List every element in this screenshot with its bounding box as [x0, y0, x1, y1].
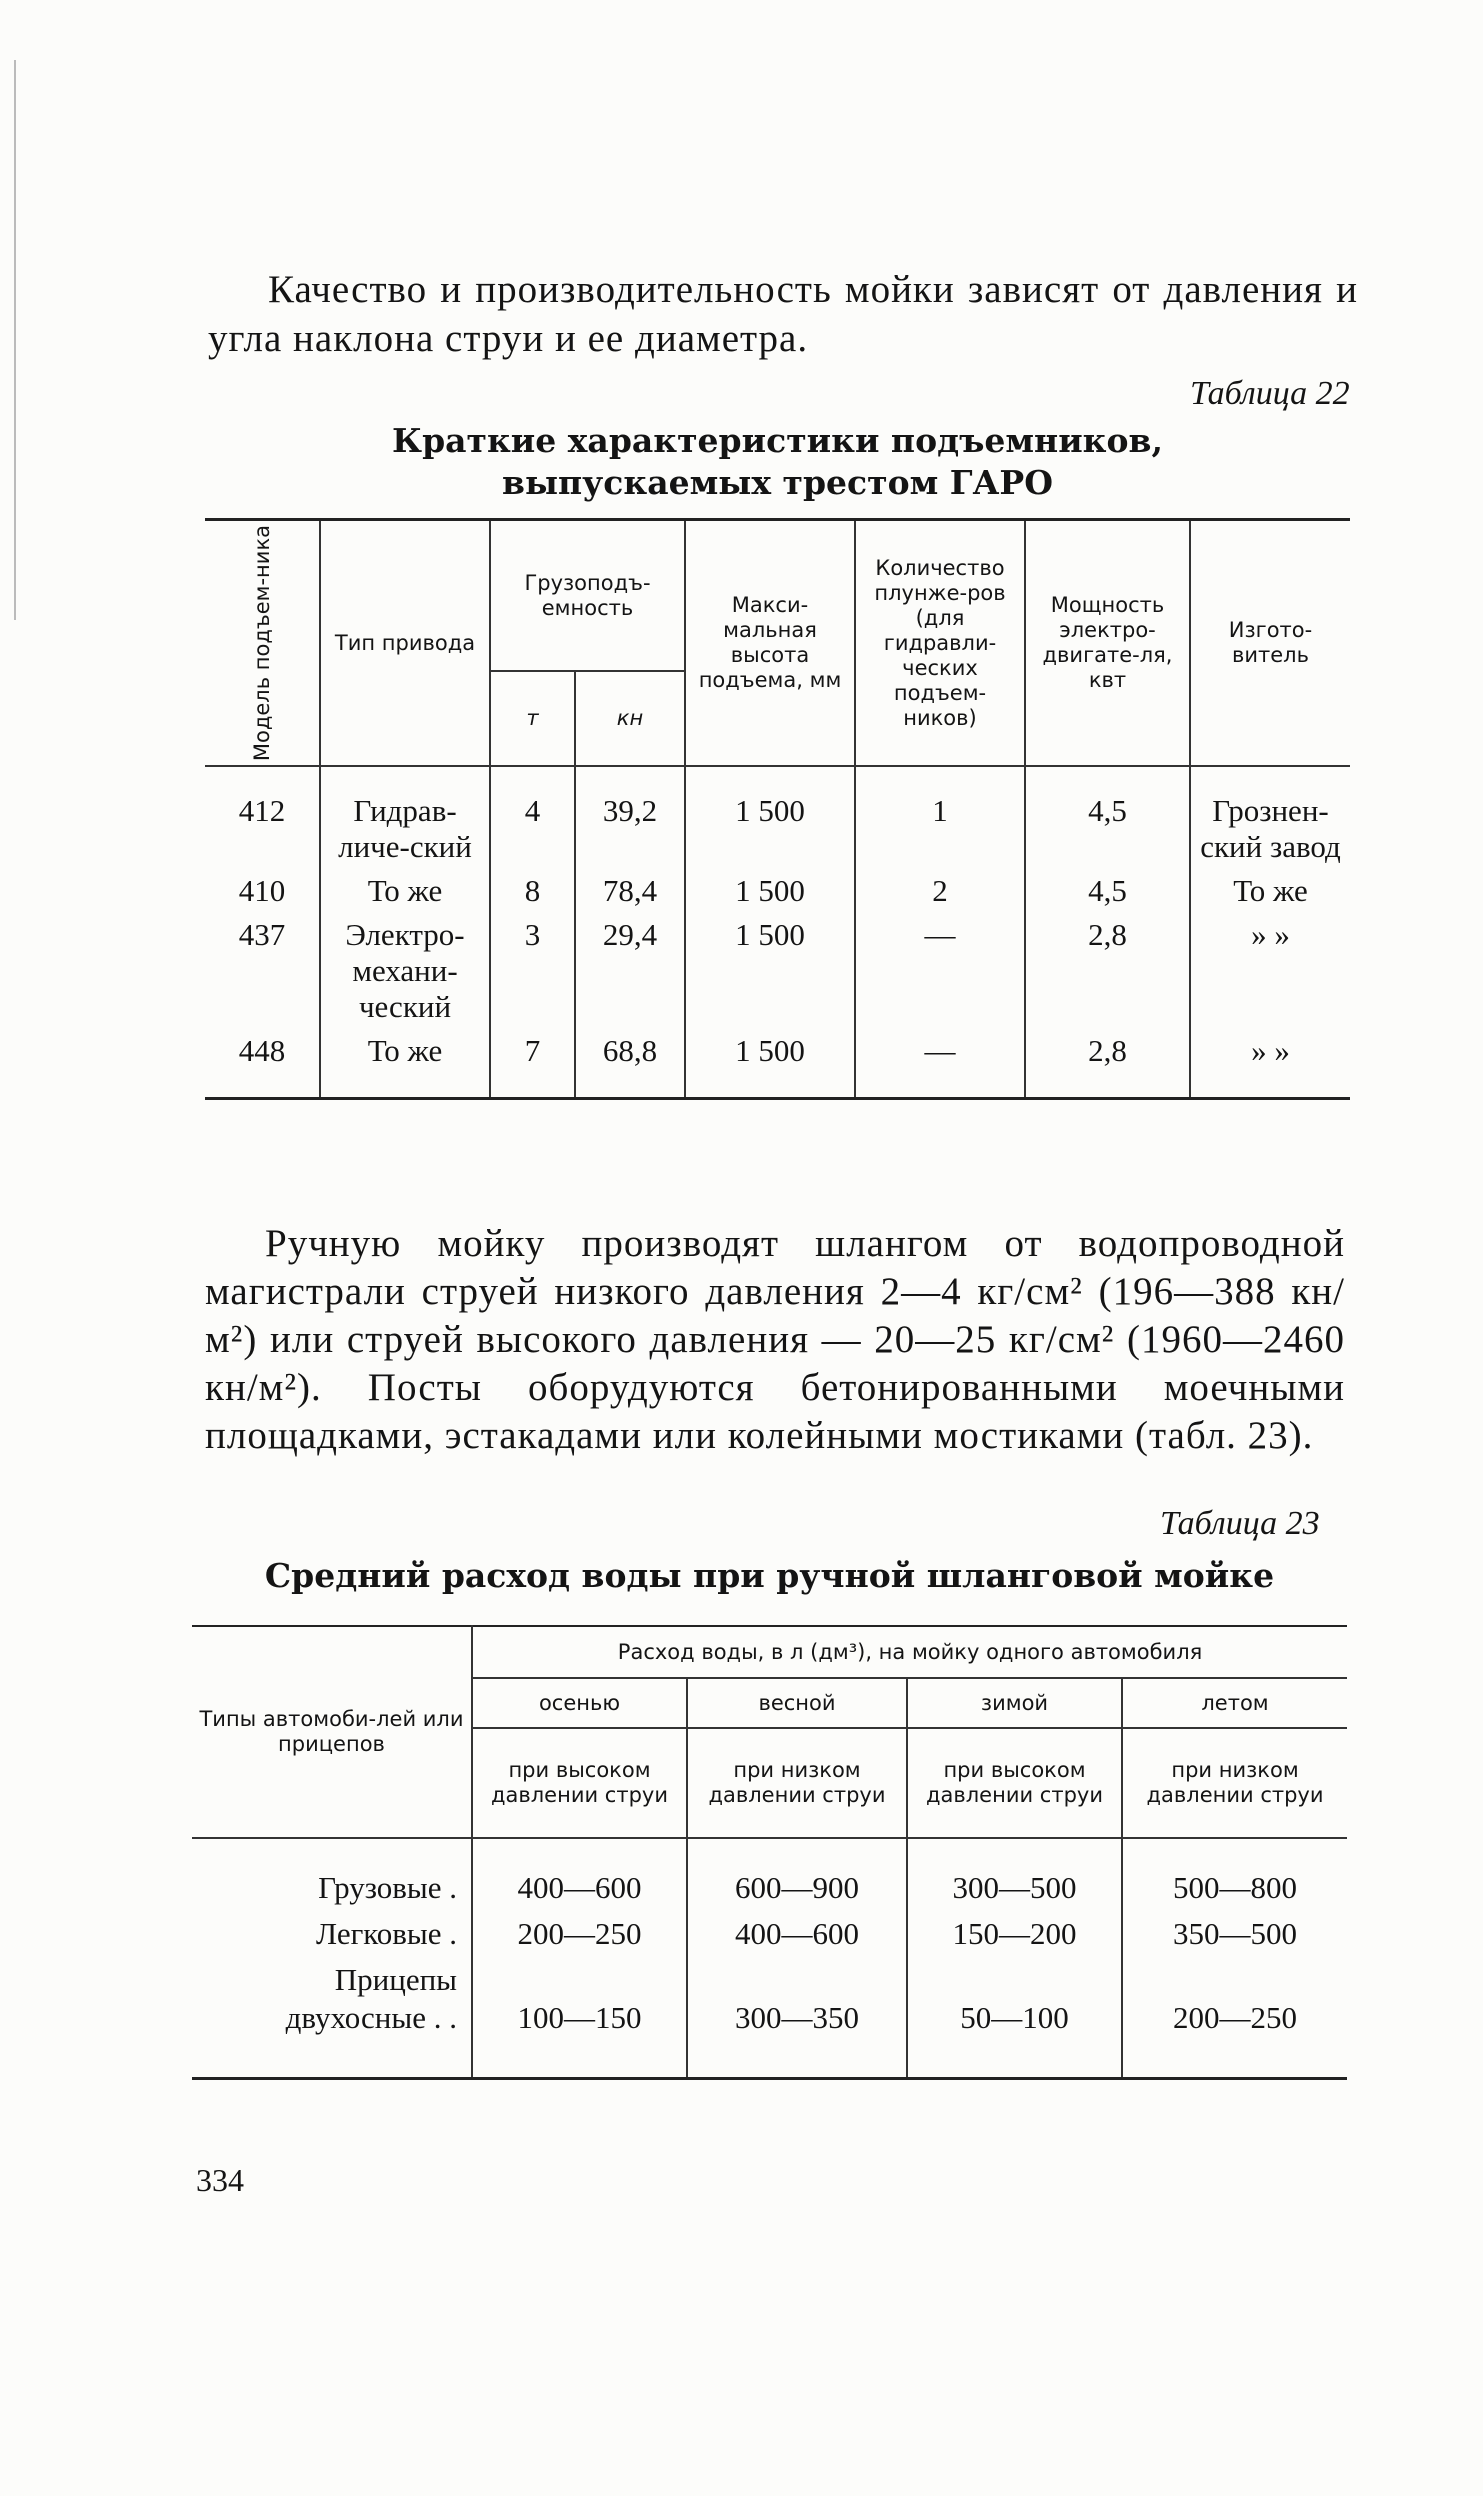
header-winter: зимой [907, 1678, 1122, 1728]
header-consumption: Расход воды, в л (дм³), на мойку одного автомобиля [472, 1626, 1347, 1678]
intro-text: Качество и производительность мойки зависят от давления и угла наклона струи и ее диаметра. [208, 268, 1358, 360]
table23-label: Таблица 23 [1160, 1505, 1320, 1542]
scan-margin-line [14, 60, 16, 620]
header-cap-kn: кн [575, 671, 685, 766]
table-row: 412 Гидрав-личе-ский 4 39,2 1 500 1 4,5 Грознен-ский завод [205, 766, 1350, 869]
table-row: 410 То же 8 78,4 1 500 2 4,5 То же [205, 869, 1350, 913]
header-spring: весной [687, 1678, 907, 1728]
header-autumn: осенью [472, 1678, 687, 1728]
header-cap-t: т [490, 671, 575, 766]
page-number: 334 [196, 2162, 244, 2198]
header-summer: летом [1122, 1678, 1347, 1728]
table22-label: Таблица 22 [1190, 375, 1350, 412]
header-plungers: Количество плунже-ров (для гидравли-ческих подъем-ников) [855, 520, 1025, 767]
lifts-table [205, 518, 1350, 1100]
table23-title: Средний расход воды при ручной шланговой мойке [264, 1556, 1275, 1595]
header-pressure-summer: при низком давлении струи [1122, 1728, 1347, 1838]
header-pressure-winter: при высоком давлении струи [907, 1728, 1122, 1838]
table-row: Грузовые . 400—600 600—900 300—500 500—800 [192, 1838, 1347, 1911]
hand-wash-text: Ручную мойку производят шлангом от водопроводной магистрали струей низкого давления 2—4 кг/см² (196—388 кн/м²) или струей высокого давления — 20—25 кг/см² (1960—2460 кн/м²). Посты оборудуются бетонированными моечными площадками, эстакадами или колейными мостиками (табл. 23). [205, 1222, 1345, 1457]
table22-title-line1: Краткие характеристики подъемников, [392, 421, 1163, 460]
table-row: Легковые . 200—250 400—600 150—200 350—500 [192, 1911, 1347, 1957]
hand-wash-paragraph [205, 1220, 1345, 1460]
table-row: Прицепы двухосные . . 100—150 300—350 50—100 200—250 [192, 1957, 1347, 2079]
water-consumption-table [192, 1625, 1347, 2080]
header-pressure-spring: при низком давлении струи [687, 1728, 907, 1838]
header-maker: Изгото-витель [1190, 520, 1350, 767]
header-model: Модель подъем-ника [205, 520, 320, 767]
table22-title-line2: выпускаемых трестом ГАРО [502, 463, 1053, 502]
header-height: Макси-мальная высота подъема, мм [685, 520, 855, 767]
table-row: 448 То же 7 68,8 1 500 — 2,8 » » [205, 1029, 1350, 1099]
header-capacity: Грузоподъ-емность [490, 520, 685, 672]
table22-title [205, 420, 1350, 504]
header-power: Мощность электро-двигате-ля, квт [1025, 520, 1190, 767]
table-row: 437 Электро-механи-ческий 3 29,4 1 500 — 2,8 » » [205, 913, 1350, 1029]
header-pressure-autumn: при высоком давлении струи [472, 1728, 687, 1838]
header-vehicle-type: Типы автомоби-лей или прицепов [192, 1626, 472, 1838]
header-drive: Тип привода [320, 520, 490, 767]
intro-paragraph [208, 265, 1358, 363]
